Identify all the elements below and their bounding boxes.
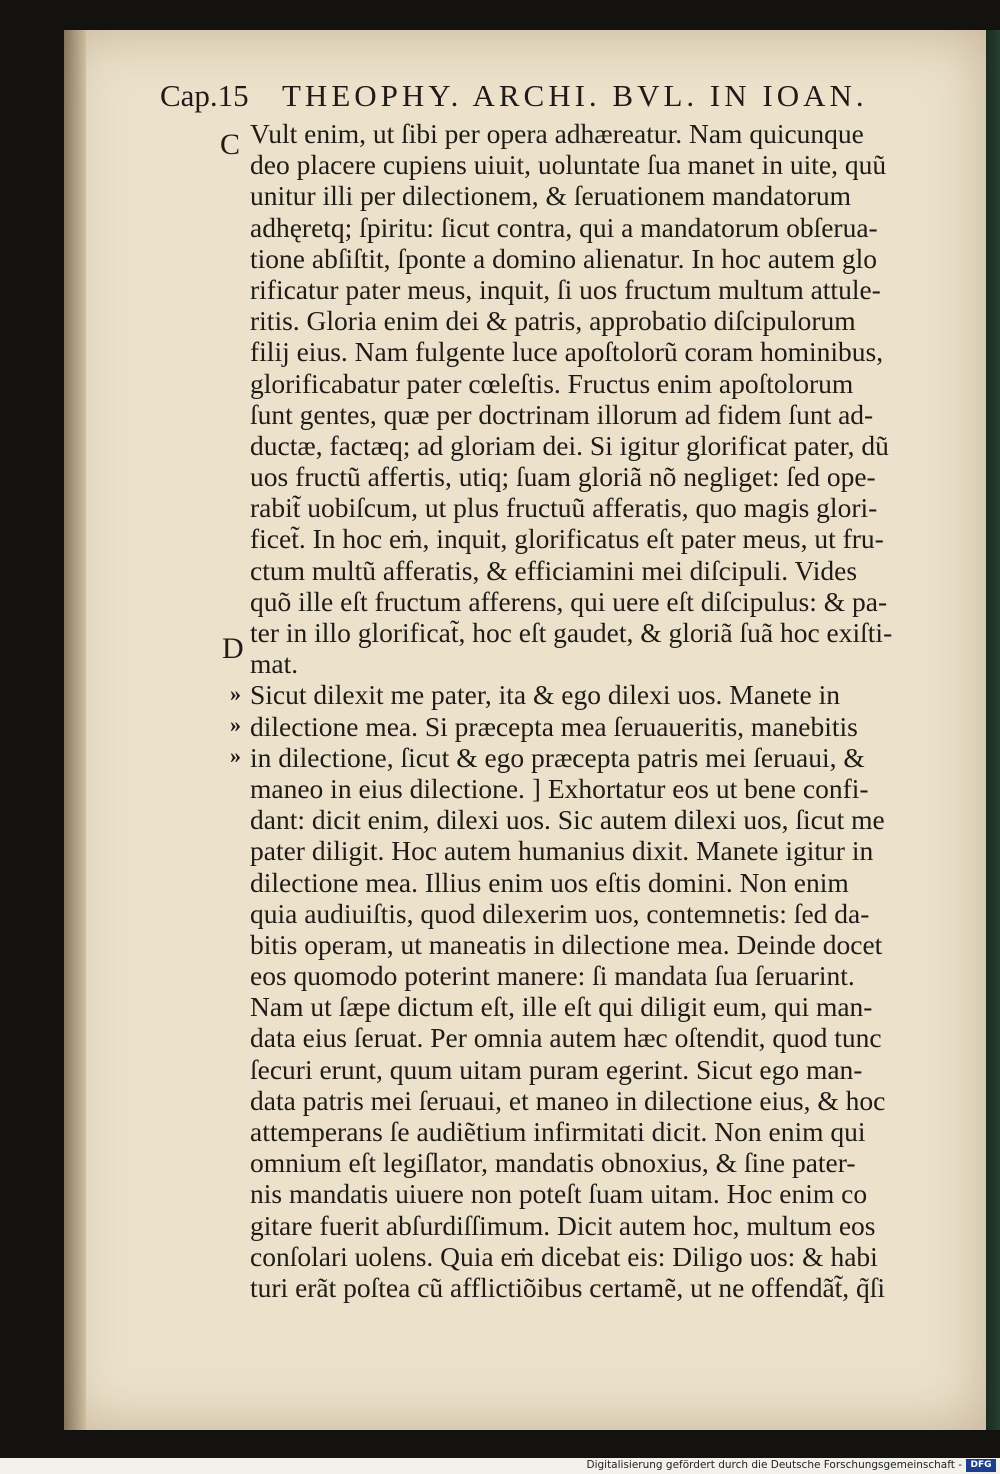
text-line: data patris mei ſeruaui, et maneo in dilectione eius, & hoc: [250, 1084, 886, 1116]
text-line: pater diligit. Hoc autem humanius dixit. Manete igitur in: [250, 835, 874, 867]
text-line: glorificabatur pater cœleſtis. Fructus enim apoſtolorum: [250, 367, 854, 399]
text-line: in dilectione, ſicut & ego præcepta patris mei ſeruaui, &: [250, 741, 865, 773]
text-line: quia audiuiſtis, quod dilexerim uos, contemnetis: ſed da-: [250, 897, 870, 929]
page-gutter-shadow: [64, 30, 86, 1430]
margin-letter-c: C: [220, 128, 241, 161]
text-line: filij eius. Nam fulgente luce apoſtolorũ coram hominibus,: [250, 336, 884, 368]
dfg-logo: DFG: [966, 1459, 996, 1472]
text-line: quõ ille eſt fructum afferens, qui uere eſt diſcipulus: & pa-: [250, 585, 888, 617]
text-line: deo placere cupiens uiuit, uoluntate ſua manet in uite, quũ: [250, 149, 887, 181]
text-line: Vult enim, ut ſibi per opera adhæreatur. Nam quicunque: [250, 118, 864, 149]
text-line: ductæ, factæq; ad gloriam dei. Si igitur glorificat pater, dũ: [250, 429, 889, 461]
text-line: dilectione mea. Illius enim uos eſtis domini. Non enim: [250, 866, 849, 898]
text-line: attemperans ſe audiẽtium infirmitati dicit. Non enim qui: [250, 1116, 866, 1147]
book-title: THEOPHY. ARCHI. BVL. IN IOAN.: [282, 78, 868, 113]
text-line: nis mandatis uiuere non poteſt ſuam uitam. Hoc enim co: [250, 1178, 868, 1210]
body-text: [250, 118, 950, 1303]
text-line: Nam ut ſæpe dictum eſt, ille eſt qui diligit eum, qui man-: [250, 991, 873, 1023]
text-line: ſunt gentes, quæ per doctrinam illorum ad fidem ſunt ad-: [250, 398, 874, 430]
text-line: ſecuri erunt, quum uitam puram egerint. Sicut ego man-: [250, 1053, 863, 1085]
text-line: gitare fuerit abſurdiſſimum. Dicit autem hoc, multum eos: [250, 1209, 876, 1241]
text-line: conſolari uolens. Quia eṁ dicebat eis: Diligo uos: & habi: [250, 1240, 878, 1272]
text-line: omnium eſt legiſlator, mandatis obnoxius, & ſine pater-: [250, 1147, 856, 1179]
quotation-mark: »: [230, 743, 241, 768]
running-head: [160, 78, 920, 118]
chapter-number: Cap.15: [160, 78, 249, 113]
text-line: adhęretq; ſpiritu: ſicut contra, qui a mandatorum obſerua-: [250, 211, 878, 243]
text-line: rabit̃ uobiſcum, ut plus fructuũ afferatis, quo magis glori-: [250, 492, 878, 524]
text-line: mat.: [250, 648, 299, 680]
text-line: ficet̃. In hoc eṁ, inquit, glorificatus eſt pater meus, ut fru-: [250, 523, 884, 555]
text-line: ritis. Gloria enim dei & patris, approbatio diſcipulorum: [250, 305, 856, 337]
text-line: tione abſiſtit, ſponte a domino alienatur. In hoc autem glo: [250, 242, 878, 274]
text-line: bitis operam, ut maneatis in dilectione mea. Deinde docet: [250, 928, 883, 960]
text-line: ter in illo glorificat̃, hoc eſt gaudet, & gloriã ſuã hoc exiſti-: [250, 617, 893, 648]
text-line: eos quomodo poterint manere: ſi mandata ſua ſeruarint.: [250, 960, 855, 992]
text-line: unitur illi per dilectionem, & ſeruationem mandatorum: [250, 180, 852, 212]
text-line: dilectione mea. Si præcepta mea ſeruaueritis, manebitis: [250, 710, 858, 742]
text-line: maneo in eius dilectione. ] Exhortatur eos ut bene confi-: [250, 772, 869, 804]
text-line: turi erãt poſtea cũ afflictiõibus certamẽ, ut ne offendãt̃, q̃ſi: [250, 1271, 886, 1303]
text-line: uos fructũ affertis, utiq; ſuam gloriã nõ negliget: ſed ope-: [250, 461, 876, 493]
book-edge: [986, 30, 1000, 1430]
text-line: rificatur pater meus, inquit, ſi uos fructum multum attule-: [250, 273, 881, 305]
quotation-mark: »: [230, 681, 241, 706]
quotation-mark: »: [230, 712, 241, 737]
text-line: dant: dicit enim, dilexi uos. Sic autem dilexi uos, ſicut me: [250, 804, 885, 836]
text-line: data eius ſeruat. Per omnia autem hæc oſtendit, quod tunc: [250, 1022, 882, 1054]
text-line: Sicut dilexit me pater, ita & ego dilexi uos. Manete in: [250, 679, 841, 711]
margin-letter-d: D: [222, 632, 244, 665]
digitization-credit: Digitalisierung gefördert durch die Deutsche Forschungsgemeinschaft -: [586, 1459, 962, 1471]
text-line: ctum multũ afferatis, & efficiamini mei diſcipuli. Vides: [250, 554, 858, 586]
